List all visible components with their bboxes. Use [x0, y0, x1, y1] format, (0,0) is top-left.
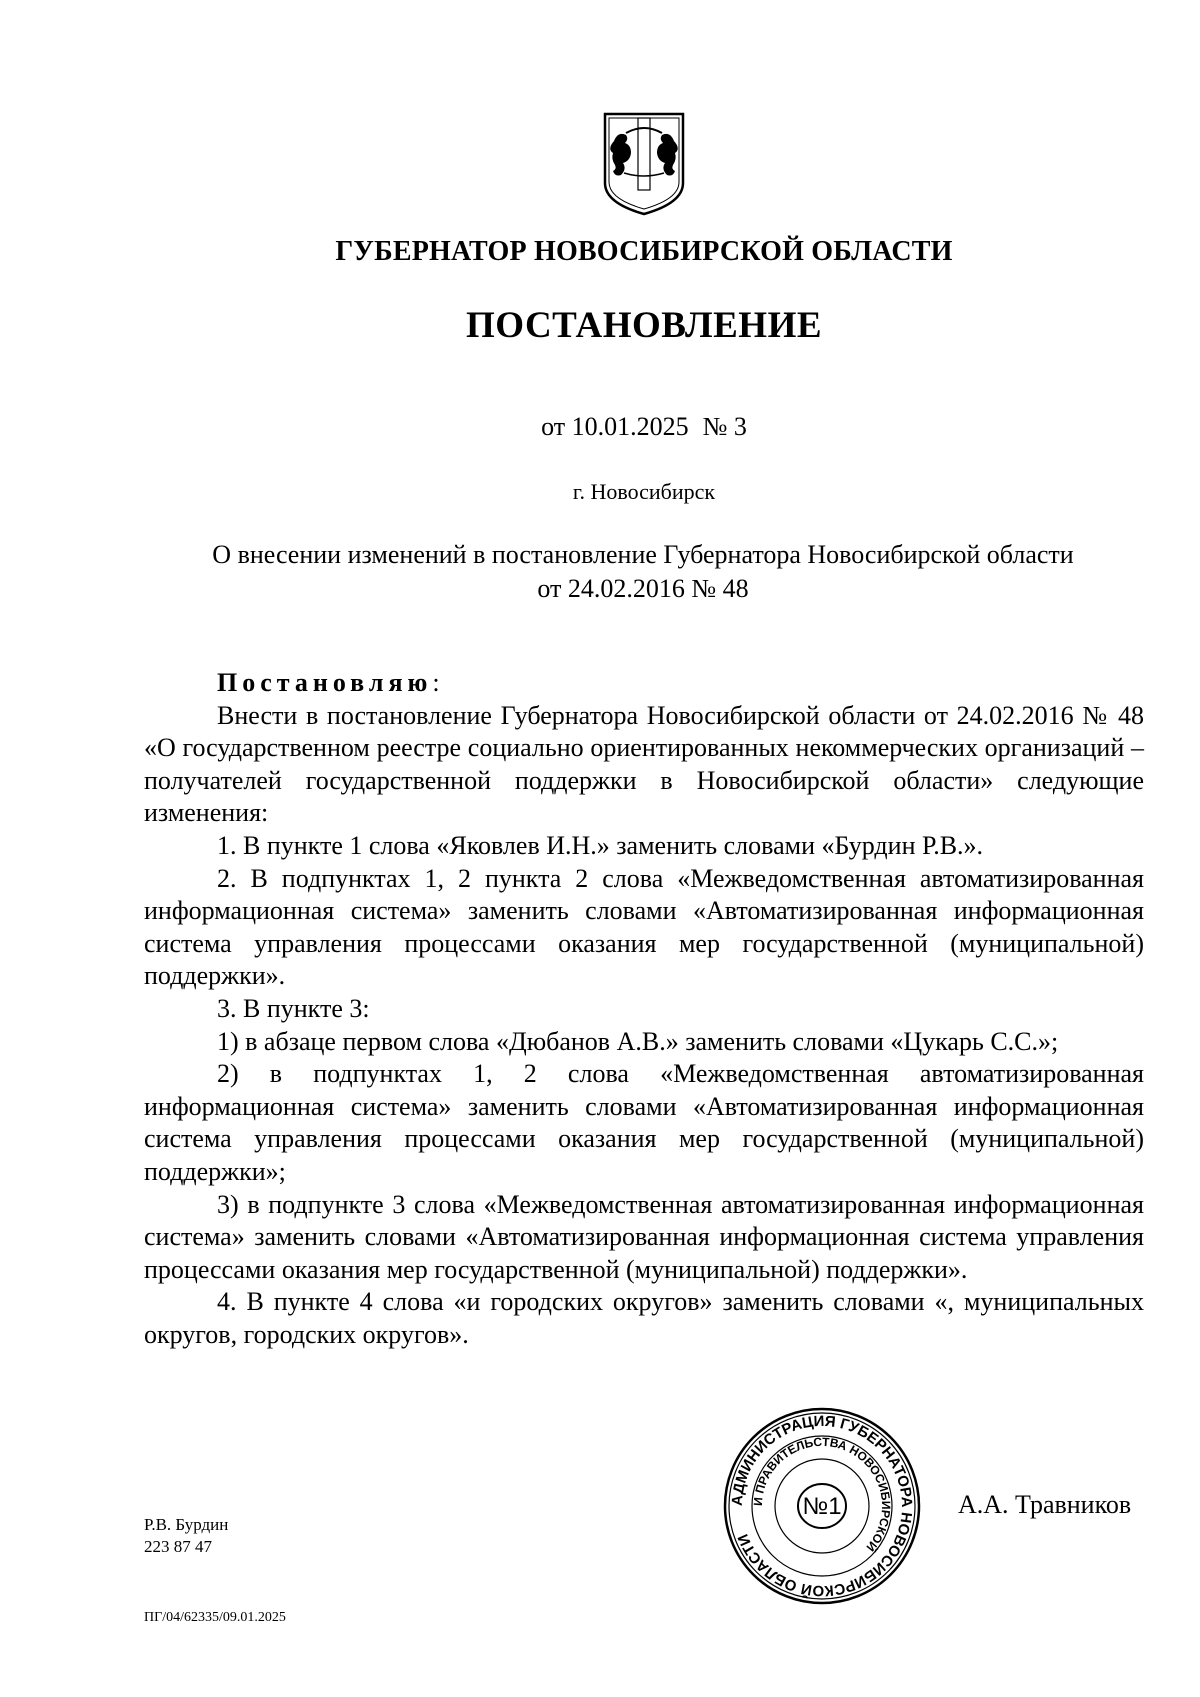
body-paragraph: 2) в подпунктах 1, 2 слова «Межведомственная автоматизированная информационная система» заменить словами «Автоматизированная информационная система управления процессами оказания мер государственной (муниципальной) поддержки»;: [144, 1059, 1144, 1186]
executor-block: [144, 1514, 228, 1558]
subject-line-1: О внесении изменений в постановление Губернатора Новосибирской области: [212, 540, 1074, 569]
document-date: от 10.01.2025: [541, 412, 689, 441]
stamp-number: №1: [802, 1493, 842, 1520]
coat-of-arms-icon: [602, 111, 686, 217]
executor-name: Р.В. Бурдин: [144, 1515, 229, 1534]
organization-title: ГУБЕРНАТОР НОВОСИБИРСКОЙ ОБЛАСТИ: [335, 236, 953, 267]
body-paragraph: 4. В пункте 4 слова «и городских округов» заменить словами «, муниципальных округов, городских округов».: [144, 1287, 1144, 1349]
decree-word: Постановляю:: [217, 668, 440, 697]
body-paragraph: 2. В подпунктах 1, 2 пункта 2 слова «Межведомственная автоматизированная информационная система» заменить словами «Автоматизированная информационная система управления процессами оказания мер государственной (муниципальной) поддержки».: [144, 863, 1144, 991]
document-body: [144, 667, 1144, 1351]
official-stamp: [722, 1406, 922, 1606]
body-paragraph: 3) в подпункте 3 слова «Межведомственная автоматизированная информационная система» заменить словами «Автоматизированная информационная система управления процессами оказания мер государственной (муниципальной) поддержки».: [144, 1189, 1144, 1284]
subject-line-2: от 24.02.2016 № 48: [537, 574, 749, 603]
document-subject: [150, 538, 1136, 606]
stamp-outer-text: АДМИНИСТРАЦИЯ ГУБЕРНАТОРА НОВОСИБИРСКОЙ ОБЛАСТИ: [728, 1412, 916, 1600]
document-city: г. Новосибирск: [572, 479, 716, 504]
body-paragraph: 3. В пункте 3:: [217, 993, 370, 1023]
body-paragraph: 1. В пункте 1 слова «Яковлев И.Н.» заменить словами «Бурдин Р.В.».: [217, 830, 984, 860]
body-paragraph: 1) в абзаце первом слова «Дюбанов А.В.» заменить словами «Цукарь С.С.»;: [217, 1026, 1059, 1056]
document-date-number: [0, 412, 1200, 442]
stamp-inner-text: И ПРАВИТЕЛЬСТВА НОВОСИБИРСКОЙ: [750, 1434, 894, 1555]
document-type: ПОСТАНОВЛЕНИЕ: [465, 305, 823, 346]
signer-name: А.А. Травников: [958, 1490, 1132, 1519]
document-code: ПГ/04/62335/09.01.2025: [144, 1610, 286, 1625]
body-paragraph: Внести в постановление Губернатора Новосибирской области от 24.02.2016 № 48 «О государственном реестре социально ориентированных некоммерческих организаций – получателей государственной поддержки в Новосибирской области» следующие изменения:: [144, 700, 1144, 828]
executor-phone: 223 87 47: [144, 1537, 212, 1556]
document-number: № 3: [702, 412, 747, 441]
